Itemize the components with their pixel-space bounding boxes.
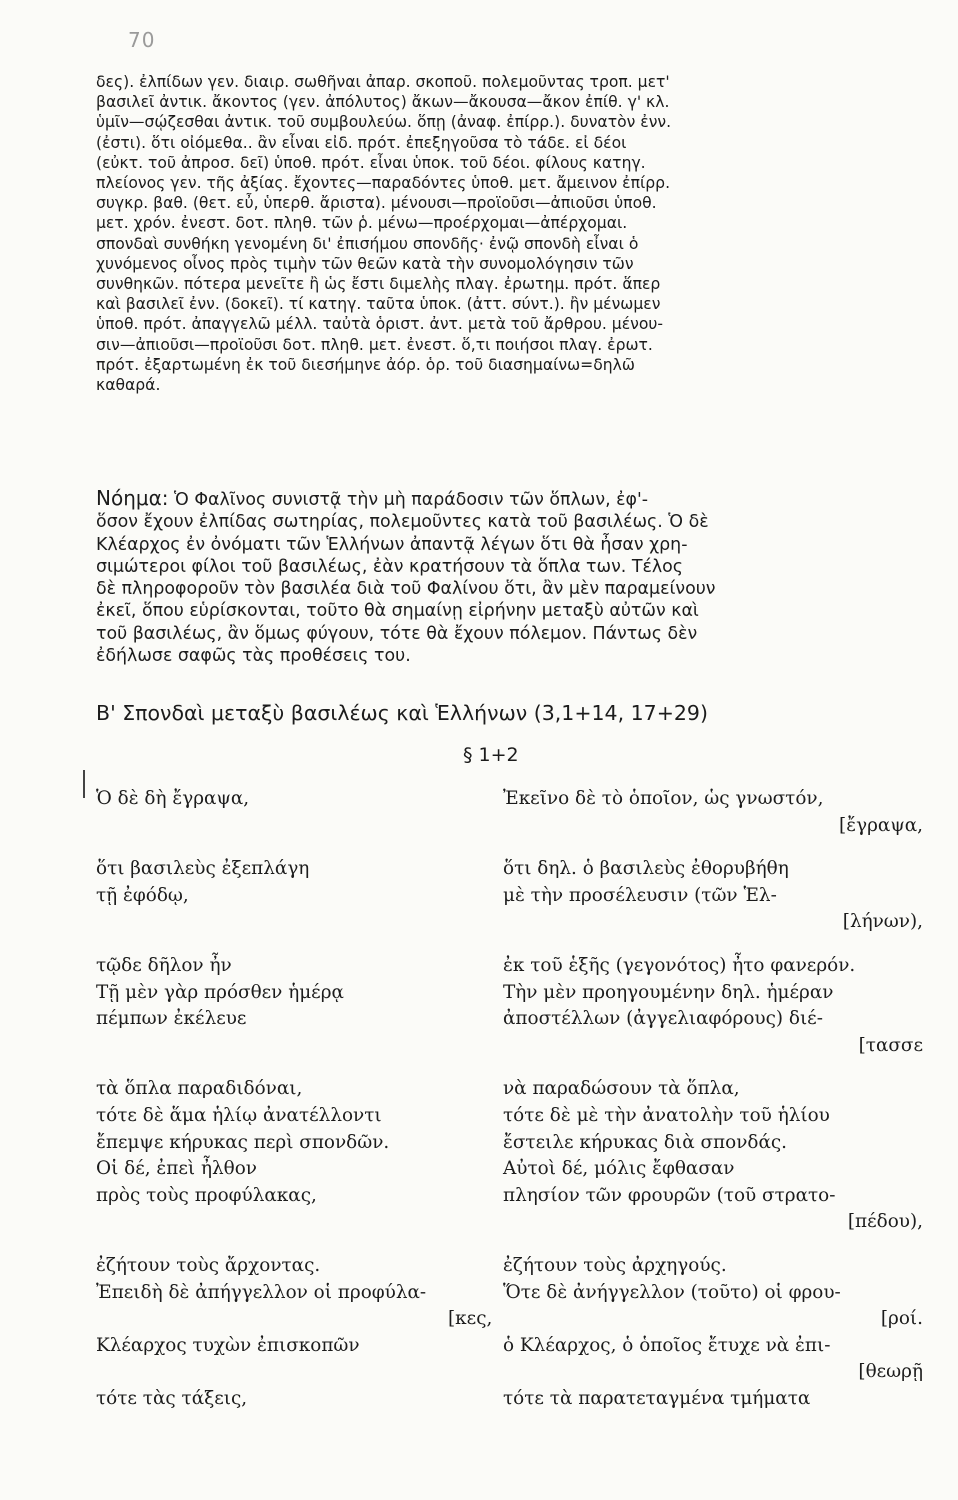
- ancient-line: [κες,: [448, 1308, 493, 1330]
- section-mark: § 1+2: [463, 744, 519, 766]
- translation-line: [ἔγραψα,: [839, 814, 923, 836]
- notes-line: σπονδαὶ συνθήκη γενομένη δι' ἐπισήμου σπονδῆς· ἐνῷ σπονδὴ εἶναι ὁ: [96, 234, 639, 253]
- notes-line: βασιλεῖ ἀντικ. ἄκοντος (γεν. ἀπόλυτος) ἄκων—ἄκουσα—ἄκον ἐπίθ. γ' κλ.: [96, 93, 670, 112]
- notes-line: καὶ βασιλεῖ ἐνν. (δοκεῖ). τί κατηγ. ταῦτα ὑποκ. (ἀττ. σύντ.). ἢν μένωμεν: [96, 295, 661, 314]
- translation-line: μὲ τὴν προσέλευσιν (τῶν Ἑλ-: [503, 884, 777, 906]
- notes-line: δες). ἐλπίδων γεν. διαιρ. σωθῆναι ἀπαρ. σκοποῦ. πολεμοῦντας τροπ. μετ': [96, 73, 670, 91]
- translation-line: ἐκ τοῦ ἑξῆς (γεγονότος) ἦτο φανερόν.: [503, 954, 856, 976]
- translation-line: ἀποστέλλων (ἀγγελιαφόρους) διέ-: [503, 1008, 823, 1030]
- meaning-line: σιμώτεροι φίλοι τοῦ βασιλέως, ἐὰν κρατήσουν τὰ ὅπλα των. Τέλος: [96, 556, 684, 577]
- line-spacer: [503, 1236, 923, 1253]
- notes-line: πλείονος γεν. τῆς ἀξίας. ἔχοντες—παραδόντες ὑποθ. μετ. ἄμεινον ἐπίρρ.: [96, 174, 671, 193]
- translation-line: πλησίον τῶν φρουρῶν (τοῦ στρατο-: [503, 1184, 836, 1206]
- notes-line: ὑμῖν—σῴζεσθαι ἀντικ. τοῦ συμβουλεύω. ὅπῃ (ἀναφ. ἐπίρρ.). δυνατὸν ἐνν.: [96, 113, 672, 132]
- translation-line: Ἐκεῖνο δὲ τὸ ὁποῖον, ὡς γνωστόν,: [503, 788, 824, 809]
- ancient-line: ἔπεμψε κήρυκας περὶ σπονδῶν.: [96, 1131, 390, 1153]
- line-spacer: [96, 1059, 486, 1076]
- ancient-line: Τῇ μὲν γὰρ πρόσθεν ἡμέρᾳ: [96, 981, 344, 1003]
- ancient-line: Κλέαρχος τυχὼν ἐπισκοπῶν: [96, 1334, 360, 1356]
- meaning-label: Νόημα:: [96, 486, 169, 510]
- ancient-line: [96, 909, 486, 936]
- line-spacer: [503, 839, 923, 856]
- translation-line: [τασσε: [858, 1034, 923, 1056]
- meaning-line: Κλέαρχος ἐν ὀνόματι τῶν Ἑλλήνων ἀπαντᾷ λέγων ὅτι θὰ ἦσαν χρη-: [96, 534, 688, 555]
- ancient-line: [96, 813, 486, 840]
- notes-line: σιν—ἀπιοῦσι—προϊοῦσι δοτ. πληθ. μετ. ἐνεστ. ὅ,τι ποιήσοι πλαγ. ἐρωτ.: [96, 335, 653, 354]
- notes-line: μετ. χρόν. ἐνεστ. δοτ. πληθ. τῶν ῥ. μένω—προέρχομαι—ἀπέρχομαι.: [96, 214, 628, 233]
- ancient-line: Ἐπειδὴ δὲ ἀπήγγελλον οἱ προφύλα-: [96, 1281, 427, 1303]
- line-spacer: [96, 936, 486, 953]
- notes-line: (εὐκτ. τοῦ ἀπροσ. δεῖ) ὑποθ. πρότ. εἶναι ὑποκ. τοῦ δέοι. φίλους κατηγ.: [96, 153, 646, 172]
- line-spacer: [503, 1059, 923, 1076]
- line-spacer: [503, 936, 923, 953]
- translation-line: ἐζήτουν τοὺς ἀρχηγούς.: [503, 1254, 727, 1276]
- line-spacer: [96, 1236, 486, 1253]
- meaning-first-line: [96, 487, 936, 511]
- meaning-line: δὲ πληροφοροῦν τὸν βασιλέα διὰ τοῦ Φαλίνου ὅτι, ἂν μὲν παραμείνουν: [96, 579, 716, 600]
- ancient-line: πρὸς τοὺς προφύλακας,: [96, 1184, 317, 1206]
- notes-line: συγκρ. βαθ. (θετ. εὖ, ὑπερθ. ἄριστα). μένουσι—προϊοῦσι—ἀπιοῦσι ὑποθ.: [96, 194, 657, 213]
- translation-line: ἔστειλε κήρυκας διὰ σπονδάς.: [503, 1131, 788, 1153]
- ancient-line: ὅτι βασιλεὺς ἐξεπλάγη: [96, 858, 310, 880]
- meaning-paragraph: [96, 487, 936, 667]
- ancient-line: τῷδε δῆλον ἦν: [96, 954, 232, 976]
- ancient-line: [96, 1033, 486, 1060]
- ancient-line: τότε τὰς τάξεις,: [96, 1387, 248, 1409]
- margin-bar: [83, 770, 85, 798]
- ancient-line: ἐζήτουν τοὺς ἄρχοντας.: [96, 1254, 321, 1276]
- ancient-line: [96, 1359, 486, 1386]
- grammar-notes: [96, 72, 936, 395]
- meaning-text: Ὁ Φαλῖνος συνιστᾷ τὴν μὴ παράδοσιν τῶν ὅπλων, ἐφ'-: [168, 490, 649, 510]
- ancient-line: πέμπων ἐκέλευε: [96, 1008, 247, 1030]
- translation-line: ὁ Κλέαρχος, ὁ ὁποῖος ἔτυχε νὰ ἐπι-: [503, 1334, 831, 1356]
- notes-line: καθαρά.: [96, 376, 161, 395]
- translation-line: [πέδου),: [847, 1211, 923, 1233]
- meaning-line: τοῦ βασιλέως, ἂν ὅμως φύγουν, τότε θὰ ἔχουν πόλεμον. Πάντως δὲν: [96, 623, 698, 644]
- section-heading: Β' Σπονδαὶ μεταξὺ βασιλέως καὶ Ἑλλήνων (3,1+14, 17+29): [96, 701, 708, 725]
- ancient-line: τὰ ὅπλα παραδιδόναι,: [96, 1078, 303, 1100]
- translation-line: τότε τὰ παρατεταγμένα τμήματα: [503, 1387, 811, 1409]
- ancient-line: Οἱ δέ, ἐπεὶ ἦλθον: [96, 1158, 257, 1180]
- translation-line: [ροί.: [880, 1308, 923, 1330]
- translation-line: Αὐτοὶ δέ, μόλις ἔφθασαν: [503, 1158, 735, 1180]
- notes-line: ὑποθ. πρότ. ἀπαγγελῶ μέλλ. ταὐτὰ ὁριστ. ἀντ. μετὰ τοῦ ἄρθρου. μένου-: [96, 315, 664, 334]
- page-number: 70: [128, 28, 156, 52]
- translation-line: [θεωρῇ: [858, 1361, 923, 1383]
- translation-line: ὅτι δηλ. ὁ βασιλεὺς ἐθορυβήθη: [503, 858, 789, 880]
- ancient-greek-column: [96, 786, 493, 1412]
- meaning-line: ἐκεῖ, ὅπου εὑρίσκονται, τοῦτο θὰ σημαίνῃ εἰρήνην μεταξὺ αὐτῶν καὶ: [96, 601, 699, 622]
- ancient-line: τότε δὲ ἅμα ἡλίῳ ἀνατέλλοντι: [96, 1104, 382, 1126]
- line-spacer: [96, 839, 486, 856]
- ancient-line: [96, 1209, 486, 1236]
- meaning-line: ὅσον ἔχουν ἐλπίδας σωτηρίας, πολεμοῦντες κατὰ τοῦ βασιλέως. Ὁ δὲ: [96, 512, 709, 533]
- meaning-line: ἐδήλωσε σαφῶς τὰς προθέσεις του.: [96, 646, 411, 667]
- translation-line: Τὴν μὲν προηγουμένην δηλ. ἡμέραν: [503, 981, 834, 1003]
- notes-line: (ἐστι). ὅτι οἰόμεθα.. ἂν εἶναι εἰδ. πρότ. ἐπεξηγοῦσα τὸ τάδε. εἰ δέοι: [96, 133, 627, 152]
- translation-line: τότε δὲ μὲ τὴν ἀνατολὴν τοῦ ἡλίου: [503, 1104, 830, 1126]
- translation-line: Ὅτε δὲ ἀνήγγελλον (τοῦτο) οἱ φρου-: [503, 1281, 841, 1303]
- translation-line: νὰ παραδώσουν τὰ ὅπλα,: [503, 1078, 740, 1100]
- ancient-line: Ὁ δὲ δὴ ἔγραψα,: [96, 788, 250, 809]
- ancient-line: τῇ ἐφόδῳ,: [96, 884, 189, 906]
- notes-line: χυνόμενος οἶνος πρὸς τιμὴν τῶν θεῶν κατὰ τὴν συνομολόγησιν τῶν: [96, 254, 634, 273]
- modern-translation-column: [503, 786, 923, 1412]
- notes-line: συνθηκῶν. πότερα μενεῖτε ἢ ὡς ἔστι διμελὴς πλαγ. ἐρωτημ. πρότ. ἅπερ: [96, 275, 661, 294]
- translation-line: [λήνων),: [842, 911, 923, 933]
- notes-line: πρότ. ἐξαρτωμένη ἐκ τοῦ διεσήμηνε ἀόρ. ὁρ. τοῦ διασημαίνω=δηλῶ: [96, 355, 635, 374]
